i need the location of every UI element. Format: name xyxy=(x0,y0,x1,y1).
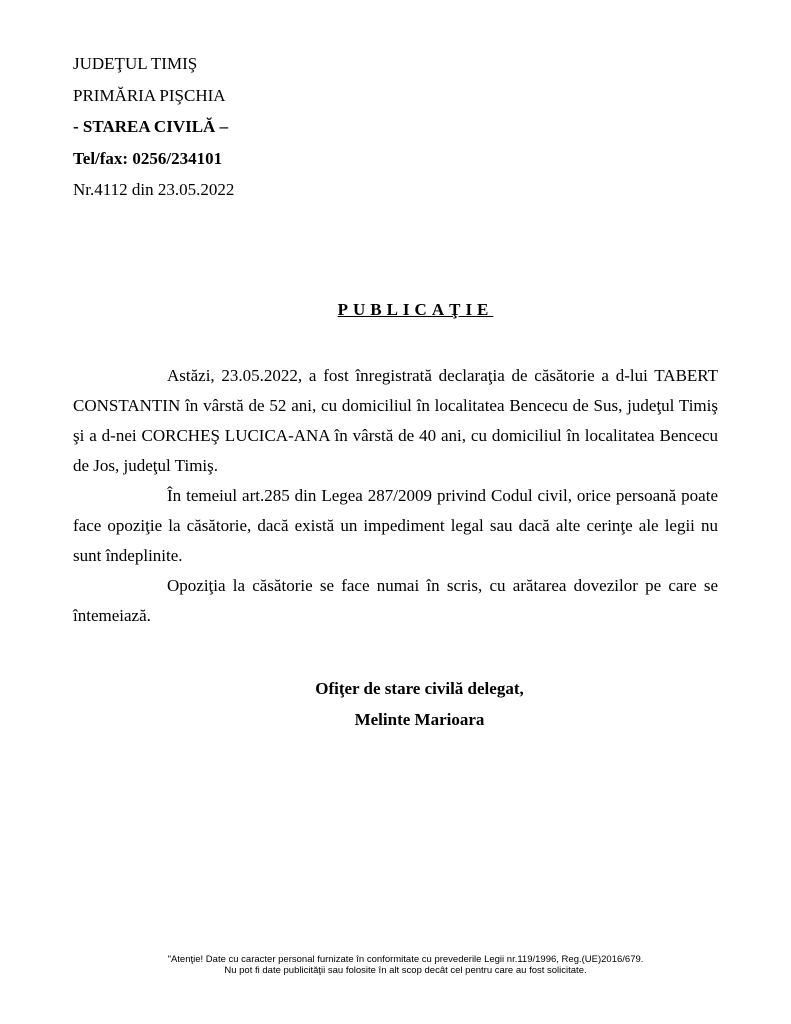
privacy-notice xyxy=(0,954,791,976)
signature-block xyxy=(0,673,791,735)
privacy-notice-line-2: Nu pot fi date publicităţii sau folosite în alt scop decât cel pentru care au fost solicitate. xyxy=(224,965,587,976)
department-line: - STAREA CIVILĂ – xyxy=(73,117,229,137)
town-hall-line: PRIMĂRIA PIŞCHIA xyxy=(73,85,226,105)
paragraph-legal-basis: În temeiul art.285 din Legea 287/2009 privind Codul civil, orice persoană poate face opoziţie la căsătorie, dacă există un impediment legal sau dacă alte cerinţe ale legii nu sunt îndeplinite. xyxy=(73,486,718,565)
document-header xyxy=(73,48,234,206)
document-title: PUBLICAŢIE xyxy=(337,300,494,319)
county-line: JUDEŢUL TIMIŞ xyxy=(73,54,198,73)
privacy-notice-line-1: "Atenţie! Date cu caracter personal furnizate în conformitate cu prevederile Legii nr.119/1996, Reg.(UE)2016/679. xyxy=(167,954,644,965)
phone-line: Tel/fax: 0256/234101 xyxy=(73,148,223,168)
signature-role: Ofiţer de stare civilă delegat, xyxy=(315,679,524,698)
signature-name: Melinte Marioara xyxy=(354,710,485,729)
document-body xyxy=(73,361,718,631)
paragraph-declaration: Astăzi, 23.05.2022, a fost înregistrată declaraţia de căsătorie a d-lui TABERT CONSTANTIN în vârstă de 52 ani, cu domiciliul în localitatea Bencecu de Sus, judeţul Timiş şi a d-nei CORCHEŞ LUCICA-ANA în vârstă de 40 ani, cu domiciliul în localitatea Bencecu de Jos, judeţul Timiş. xyxy=(73,366,718,475)
paragraph-opposition: Opoziţia la căsătorie se face numai în scris, cu arătarea dovezilor pe care se întemeiază. xyxy=(73,576,718,625)
reference-number: Nr.4112 din 23.05.2022 xyxy=(73,180,235,200)
